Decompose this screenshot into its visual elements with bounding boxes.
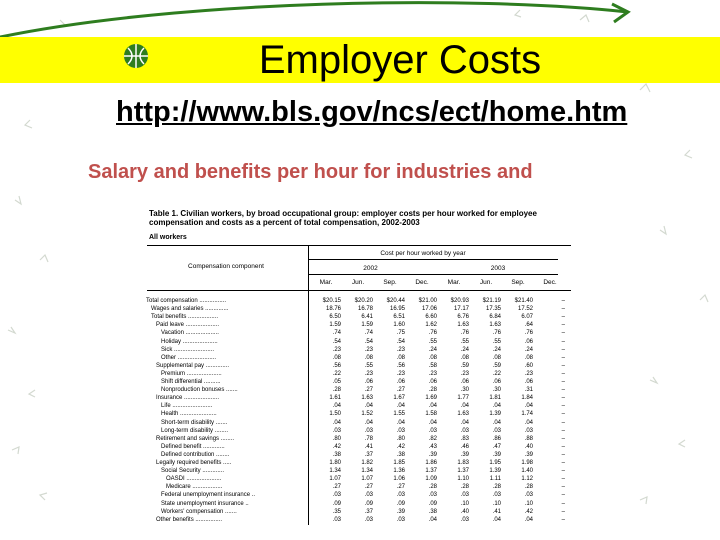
table-title: Table 1. Civilian workers, by broad occupational group: employer costs per hour worked for employee compensation and costs as a percent of total compensation, 2002-2003 <box>149 209 537 227</box>
table-cell: .03 <box>396 492 405 499</box>
table-cell: 1.37 <box>425 468 437 475</box>
table-cell: .22 <box>332 370 341 377</box>
table-cell: .74 <box>332 330 341 337</box>
table-cell: 1.81 <box>489 395 501 402</box>
table-cell: .09 <box>396 500 405 507</box>
table-cell: 1.52 <box>361 411 373 418</box>
table-cell: 1.09 <box>425 476 437 483</box>
table-cell: .03 <box>364 427 373 434</box>
table-cell: 1.39 <box>489 411 501 418</box>
table-cell: .10 <box>492 500 501 507</box>
table-cell: .38 <box>428 508 437 515</box>
table-cell: .04 <box>524 419 533 426</box>
row-label: Legally required benefits ..... <box>156 460 232 466</box>
table-cell: .23 <box>364 370 373 377</box>
table-cell: 1.11 <box>489 476 501 483</box>
table-cell: .56 <box>396 362 405 369</box>
table-cell: – <box>561 362 565 369</box>
table-cell: .39 <box>428 451 437 458</box>
table-cell: 6.51 <box>393 314 405 321</box>
table-cell: 1.07 <box>329 476 341 483</box>
table-cell: .03 <box>524 427 533 434</box>
table-cell: .08 <box>364 354 373 361</box>
table-cell: .55 <box>460 338 469 345</box>
table-cell: – <box>561 354 565 361</box>
table-cell: .04 <box>364 403 373 410</box>
table-cell: .43 <box>428 443 437 450</box>
table-cell: 1.59 <box>361 322 373 329</box>
table-cell: .27 <box>396 484 405 491</box>
table-row <box>146 298 566 305</box>
table-row <box>146 363 566 370</box>
table-cell: .54 <box>332 338 341 345</box>
table-cell: $21.00 <box>418 298 437 304</box>
table-cell: 1.60 <box>393 322 405 329</box>
year-2002: 2002 <box>363 265 378 272</box>
table-cell: 1.63 <box>457 411 469 418</box>
cost-table <box>143 205 575 527</box>
table-cell: 18.76 <box>325 306 341 313</box>
table-cell: – <box>561 484 565 491</box>
table-cell: – <box>561 492 565 499</box>
table-cell: – <box>561 387 565 394</box>
table-cell: 1.07 <box>361 476 373 483</box>
table-cell: 1.39 <box>489 468 501 475</box>
row-label: Premium ..................... <box>161 370 222 377</box>
table-cell: 1.40 <box>521 468 533 475</box>
table-cell: .04 <box>460 403 469 410</box>
table-cell: $20.93 <box>450 298 469 304</box>
table-cell: .09 <box>332 500 341 507</box>
table-cell: .47 <box>492 443 501 450</box>
table-cell: 1.83 <box>457 460 469 466</box>
table-cell: .09 <box>364 500 373 507</box>
table-cell: .08 <box>332 354 341 361</box>
table-cell: .10 <box>524 500 533 507</box>
table-cell: .03 <box>492 427 501 434</box>
table-cell: .03 <box>460 492 469 499</box>
table-cell: – <box>561 460 565 466</box>
table-cell: 6.60 <box>425 314 437 321</box>
table-cell: 6.41 <box>361 314 373 321</box>
table-cell: .08 <box>396 354 405 361</box>
table-cell: .28 <box>524 484 533 491</box>
row-label: Long-term disability ........ <box>161 427 229 434</box>
table-cell: .06 <box>460 379 469 385</box>
table-cell: .04 <box>396 403 405 410</box>
table-cell: .03 <box>524 492 533 499</box>
table-cell: 1.63 <box>457 322 469 329</box>
table-cell: .23 <box>396 370 405 377</box>
table-cell: .30 <box>460 387 469 394</box>
table-cell: .38 <box>332 451 341 458</box>
table-cell: .23 <box>524 370 533 377</box>
table-cell: – <box>561 451 565 458</box>
row-label: Defined contribution ........ <box>161 451 230 458</box>
table-cell: – <box>561 508 565 515</box>
table-cell: .03 <box>332 427 341 434</box>
row-label: Vacation .................... <box>161 330 219 337</box>
table-cell: .35 <box>332 508 341 515</box>
table-cell: 1.62 <box>425 322 437 329</box>
table-row <box>146 509 566 516</box>
table-cell: $21.19 <box>482 298 501 304</box>
table-cell: .58 <box>428 362 437 369</box>
table-cell: .37 <box>364 508 373 515</box>
table-cell: .74 <box>364 330 373 337</box>
table-row <box>146 492 566 499</box>
table-cell: 1.69 <box>425 395 437 402</box>
table-row <box>146 436 566 443</box>
table-row <box>146 347 566 354</box>
table-row <box>146 306 566 313</box>
row-label: Social Security ............. <box>161 468 225 475</box>
table-cell: 17.35 <box>485 306 501 313</box>
row-label: Total compensation ................ <box>146 298 227 304</box>
table-cell: 1.67 <box>393 395 405 402</box>
table-cell: .27 <box>332 484 341 491</box>
table-cell: .04 <box>524 516 533 523</box>
table-row <box>146 452 566 459</box>
table-cell: .39 <box>396 508 405 515</box>
table-row <box>146 501 566 508</box>
table-cell: 1.95 <box>489 460 501 466</box>
table-cell: .88 <box>524 435 533 442</box>
table-cell: 1.34 <box>329 468 341 475</box>
table-cell: .30 <box>492 387 501 394</box>
table-cell: .04 <box>332 419 341 426</box>
table-cell: .39 <box>492 451 501 458</box>
header-component: Compensation component <box>188 263 264 270</box>
table-cell: .04 <box>332 403 341 410</box>
table-row <box>146 460 566 467</box>
table-cell: .59 <box>492 362 501 369</box>
table-cell: .42 <box>524 508 533 515</box>
table-cell: – <box>561 306 565 313</box>
table-cell: .39 <box>524 451 533 458</box>
column-header: Jun. <box>351 279 365 286</box>
table-cell: .10 <box>460 500 469 507</box>
table-cell: .04 <box>492 419 501 426</box>
table-cell: .03 <box>428 427 437 434</box>
table-cell: 1.98 <box>521 460 533 466</box>
row-label: Defined benefit ............. <box>161 443 225 450</box>
table-row <box>146 411 566 418</box>
table-row <box>146 444 566 451</box>
table-cell: 16.78 <box>357 306 373 313</box>
table-cell: .08 <box>460 354 469 361</box>
row-label: Health ...................... <box>161 411 217 418</box>
table-cell: .60 <box>524 362 533 369</box>
row-label: Other benefits ................ <box>156 516 223 523</box>
table-cell: .76 <box>428 330 437 337</box>
table-cell: 1.86 <box>425 460 437 466</box>
table-cell: 1.77 <box>457 395 469 402</box>
column-header: Jun. <box>479 279 493 286</box>
table-cell: .24 <box>492 346 501 353</box>
table-cell: .23 <box>428 370 437 377</box>
table-cell: 16.95 <box>389 306 405 313</box>
table-cell: .28 <box>460 484 469 491</box>
table-cell: .42 <box>396 443 405 450</box>
table-cell: – <box>561 346 565 353</box>
table-cell: $21.40 <box>514 298 533 304</box>
table-cell: .06 <box>364 379 373 385</box>
table-subgroup: All workers <box>149 234 187 241</box>
table-cell: 1.06 <box>393 476 405 483</box>
table-cell: – <box>561 443 565 450</box>
table-cell: – <box>561 411 565 418</box>
table-cell: .06 <box>524 338 533 345</box>
row-label: Workers' compensation ....... <box>161 508 237 515</box>
table-cell: .75 <box>396 330 405 337</box>
table-cell: .31 <box>524 387 533 394</box>
table-cell: .46 <box>460 443 469 450</box>
table-cell: .54 <box>396 338 405 345</box>
row-label: Paid leave .................... <box>156 322 220 329</box>
table-cell: .82 <box>428 435 437 442</box>
table-cell: .28 <box>428 387 437 394</box>
table-cell: .23 <box>364 346 373 353</box>
table-cell: – <box>561 403 565 410</box>
row-label: Other ....................... <box>161 354 217 361</box>
row-label: Medicare .................. <box>166 484 223 491</box>
row-label: Life ........................ <box>161 403 213 410</box>
row-label: Wages and salaries .............. <box>151 306 229 313</box>
table-cell: .06 <box>396 379 405 385</box>
table-cell: .08 <box>524 354 533 361</box>
table-cell: .55 <box>428 338 437 345</box>
column-header: Dec. <box>543 279 557 286</box>
table-cell: .59 <box>460 362 469 369</box>
row-label: Retirement and savings ........ <box>156 435 235 442</box>
table-cell: 1.55 <box>393 411 405 418</box>
table-cell: .04 <box>492 516 501 523</box>
table-cell: .39 <box>460 451 469 458</box>
table-cell: .23 <box>396 346 405 353</box>
table-cell: – <box>561 298 565 304</box>
table-cell: .42 <box>332 443 341 450</box>
row-label: State unemployment insurance .. <box>161 500 249 507</box>
table-cell: – <box>561 516 565 523</box>
table-cell: .06 <box>524 379 533 385</box>
table-cell: .04 <box>428 419 437 426</box>
table-cell: 6.50 <box>329 314 341 321</box>
table-cell: .27 <box>364 387 373 394</box>
column-header: Mar. <box>447 279 461 286</box>
table-cell: 1.63 <box>489 322 501 329</box>
table-cell: 1.63 <box>361 395 373 402</box>
table-row <box>146 476 566 483</box>
table-cell: – <box>561 468 565 475</box>
table-cell: .03 <box>428 492 437 499</box>
table-cell: .27 <box>396 387 405 394</box>
table-cell: 1.82 <box>361 460 373 466</box>
table-cell: .04 <box>364 419 373 426</box>
table-cell: .76 <box>524 330 533 337</box>
table-cell: 6.84 <box>489 314 501 321</box>
table-cell: .03 <box>332 516 341 523</box>
table-cell: .64 <box>524 322 533 329</box>
table-cell: .24 <box>524 346 533 353</box>
row-label: Total benefits .................. <box>151 314 219 321</box>
table-row <box>146 420 566 427</box>
table-cell: .03 <box>396 427 405 434</box>
table-row <box>146 403 566 410</box>
table-cell: .09 <box>428 500 437 507</box>
table-cell: .04 <box>396 419 405 426</box>
table-cell: .23 <box>332 346 341 353</box>
table-cell: .04 <box>492 403 501 410</box>
table-row <box>146 371 566 378</box>
table-cell: .05 <box>332 379 341 385</box>
table-cell: .56 <box>332 362 341 369</box>
table-row <box>146 387 566 394</box>
header-cost: Cost per hour worked by year <box>380 250 466 257</box>
table-cell: .38 <box>396 451 405 458</box>
table-cell: .03 <box>364 516 373 523</box>
table-cell: – <box>561 322 565 329</box>
table-cell: – <box>561 338 565 345</box>
table-cell: – <box>561 427 565 434</box>
table-cell: .03 <box>332 492 341 499</box>
table-cell: 1.37 <box>457 468 469 475</box>
slide-title: Employer Costs <box>258 38 542 82</box>
table-cell: .22 <box>492 370 501 377</box>
table-cell: – <box>561 330 565 337</box>
table-row <box>146 484 566 491</box>
table-cell: .41 <box>364 443 373 450</box>
table-cell: .40 <box>524 443 533 450</box>
table-cell: .27 <box>364 484 373 491</box>
table-cell: .40 <box>460 508 469 515</box>
table-cell: 1.59 <box>329 322 341 329</box>
table-cell: .24 <box>428 346 437 353</box>
slide-subtitle: Salary and benefits per hour for industries and <box>88 161 533 183</box>
row-label: Sick ........................ <box>161 346 215 353</box>
table-cell: .08 <box>492 354 501 361</box>
row-label: Nonproduction bonuses ....... <box>161 387 238 394</box>
row-label: Insurance ..................... <box>156 395 220 402</box>
table-cell: – <box>561 435 565 442</box>
column-header: Sep. <box>383 279 397 286</box>
table-cell: $20.44 <box>386 298 405 304</box>
table-cell: .03 <box>460 516 469 523</box>
table-cell: – <box>561 500 565 507</box>
row-label: Supplemental pay .............. <box>156 362 230 369</box>
table-cell: .55 <box>364 362 373 369</box>
column-header: Sep. <box>511 279 525 286</box>
table-cell: $20.15 <box>322 298 341 304</box>
table-cell: .37 <box>364 451 373 458</box>
table-cell: .03 <box>364 492 373 499</box>
year-2003: 2003 <box>490 265 506 272</box>
row-label: Holiday ..................... <box>161 338 218 345</box>
table-row <box>146 468 566 475</box>
table-cell: 1.80 <box>329 460 341 466</box>
table-cell: 1.10 <box>457 476 469 483</box>
table-cell: 1.34 <box>361 468 373 475</box>
table-cell: .04 <box>428 516 437 523</box>
table-cell: .03 <box>492 492 501 499</box>
table-cell: 1.85 <box>393 460 405 466</box>
table-cell: .83 <box>460 435 469 442</box>
table-cell: .06 <box>492 379 501 385</box>
table-cell: 6.07 <box>521 314 533 321</box>
table-cell: $20.20 <box>354 298 373 304</box>
table-cell: .54 <box>364 338 373 345</box>
table-row <box>146 339 566 346</box>
table-cell: 1.84 <box>521 395 533 402</box>
column-header: Mar. <box>319 279 333 286</box>
row-label: Shift differential .......... <box>161 379 221 385</box>
table-cell: .04 <box>428 403 437 410</box>
table-cell: 1.50 <box>329 411 341 418</box>
table-cell: .06 <box>428 379 437 385</box>
table-cell: .23 <box>460 370 469 377</box>
table-cell: 1.74 <box>521 411 533 418</box>
table-cell: .24 <box>460 346 469 353</box>
table-cell: .55 <box>492 338 501 345</box>
row-label: OASDI ..................... <box>166 476 222 483</box>
table-cell: 17.52 <box>517 306 533 313</box>
table-row <box>146 428 566 435</box>
table-cell: .80 <box>396 435 405 442</box>
table-cell: .78 <box>364 435 373 442</box>
bls-link[interactable]: http://www.bls.gov/ncs/ect/home.htm <box>116 96 628 128</box>
table-cell: .76 <box>492 330 501 337</box>
table-cell: .04 <box>460 419 469 426</box>
table-cell: 1.36 <box>393 468 405 475</box>
table-row <box>146 314 566 321</box>
table-cell: .28 <box>492 484 501 491</box>
table-cell: .76 <box>460 330 469 337</box>
table-cell: 6.76 <box>457 314 469 321</box>
table-cell: 17.06 <box>421 306 437 313</box>
table-row <box>146 517 566 524</box>
table-cell: – <box>561 419 565 426</box>
table-cell: .41 <box>492 508 501 515</box>
table-row <box>146 379 566 386</box>
table-row <box>146 330 566 337</box>
table-cell: – <box>561 379 565 385</box>
column-header: Dec. <box>415 279 429 286</box>
table-cell: .03 <box>396 516 405 523</box>
table-cell: 1.61 <box>329 395 341 402</box>
table-cell: – <box>561 314 565 321</box>
table-cell: 1.12 <box>521 476 533 483</box>
table-cell: .80 <box>332 435 341 442</box>
table-cell: .08 <box>428 354 437 361</box>
table-cell: .86 <box>492 435 501 442</box>
table-cell: .04 <box>524 403 533 410</box>
row-label: Short-term disability ....... <box>161 419 228 426</box>
table-cell: – <box>561 370 565 377</box>
table-cell: – <box>561 476 565 483</box>
table-row <box>146 395 566 402</box>
table-row <box>146 322 566 329</box>
table-cell: .03 <box>460 427 469 434</box>
row-label: Federal unemployment insurance .. <box>161 492 256 499</box>
table-row <box>146 355 566 362</box>
table-cell: .28 <box>428 484 437 491</box>
table-cell: 17.17 <box>453 306 469 313</box>
table-cell: .28 <box>332 387 341 394</box>
table-cell: – <box>561 395 565 402</box>
table-cell: 1.58 <box>425 411 437 418</box>
